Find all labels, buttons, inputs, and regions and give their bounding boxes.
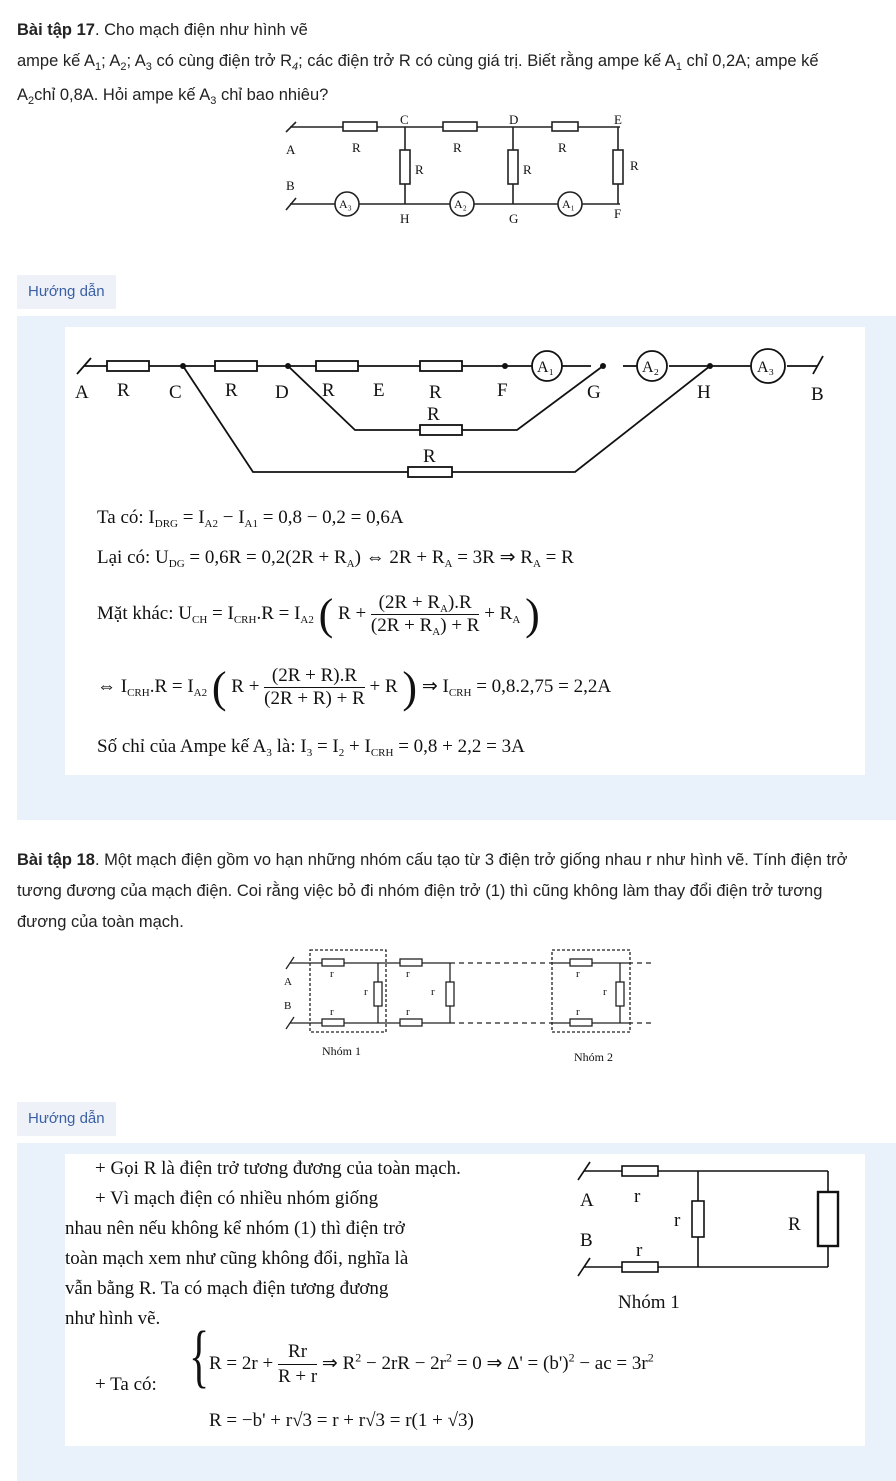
svg-text:F: F (614, 206, 622, 221)
ex18-guide-label: Hướng dẫn (17, 1102, 116, 1136)
ex18-title: Bài tập 18 (17, 851, 95, 869)
svg-text:A: A (284, 976, 292, 988)
ex18-line3: đương của toàn mạch. (17, 913, 184, 931)
ex17-title: Bài tập 17 (17, 21, 95, 39)
svg-text:H: H (400, 211, 410, 226)
svg-text:r: r (364, 986, 368, 998)
svg-text:A₁: A₁ (537, 359, 555, 376)
svg-text:A: A (286, 142, 296, 157)
ex18-sol-eq1: R = 2r + $\frac{Rr}{R + r}$ ⇒ $R^2 - 2rR - 2r^2 = 0$ ⇒ $\Delta' = (b')^2$ − ac = $3r^2$ (209, 1341, 654, 1387)
svg-text:A₃: A₃ (757, 359, 775, 376)
svg-text:R: R (352, 140, 361, 155)
ex18-sol-brace: { (189, 1318, 210, 1395)
ex17-solution-panel (17, 316, 896, 820)
svg-text:G: G (509, 211, 519, 226)
ex17-redrawn-circuit (65, 332, 865, 482)
svg-text:r: r (330, 968, 334, 980)
ex17-guide-label: Hướng dẫn (17, 275, 116, 309)
ex18-line2: tương đương của mạch điện. Coi rằng việc bỏ đi nhóm điện trở (1) thì cũng không làm thay đổi điện trở tương (17, 882, 823, 900)
svg-text:r: r (636, 1240, 643, 1261)
svg-text:R: R (427, 404, 440, 425)
svg-text:r: r (330, 1006, 334, 1018)
svg-text:R: R (117, 380, 130, 401)
svg-text:r: r (603, 986, 607, 998)
svg-text:R: R (415, 162, 424, 177)
svg-text:R: R (423, 446, 436, 467)
ex18-solution-panel (17, 1143, 896, 1481)
ex17-line2: ampe kế $A_1$; $A_2$; $A_3$ có cùng điện trở $R_4$; các điện trở R có cùng giá trị. Biết rằng ampe kế $A_1$ chỉ 0,2A; ampe kế (17, 52, 819, 73)
svg-text:F: F (497, 380, 508, 401)
svg-text:C: C (400, 112, 409, 127)
svg-text:r: r (576, 1006, 580, 1018)
svg-text:R: R (453, 140, 462, 155)
ex17-line1: Bài tập 17. Cho mạch điện như hình vẽ (17, 21, 308, 39)
svg-text:r: r (406, 968, 410, 980)
ex18-sol-text3: nhau nên nếu không kể nhóm (1) thì điện trở (65, 1218, 405, 1239)
svg-text:G: G (587, 382, 601, 403)
ex17-solution-line1: Ta có: $I_{DRG} = I_{A2} - I_{A1} = 0,8 - 0,2 = 0,6A$ (97, 507, 404, 530)
svg-text:C: C (169, 382, 182, 403)
ex17-line3: $A_2chỉ$ 0,8A. Hỏi ampe kế $A_3$ chỉ bao nhiêu? (17, 86, 329, 107)
svg-text:r: r (576, 968, 580, 980)
ex18-sol-text6: như hình vẽ. (65, 1308, 161, 1329)
ex18-sol-eq2: R = −b' + r√3 = r + r√3 = r(1 + √3) (209, 1410, 474, 1431)
svg-text:R: R (630, 158, 639, 173)
ex18-sol-text5: vẫn bằng R. Ta có mạch điện tương đương (65, 1278, 389, 1299)
svg-text:r: r (406, 1006, 410, 1018)
svg-text:A₂: A₂ (454, 197, 467, 211)
svg-text:D: D (509, 112, 519, 127)
svg-text:R: R (788, 1214, 801, 1235)
svg-text:Nhóm 1: Nhóm 1 (322, 1044, 361, 1058)
ex17-solution-line4: ⇔ $I_{CRH}.R = I_{A2}$ ( R + $\frac{(2R + R).R}{(2R + R) + R}$ + R ) ⇒ $I_{CRH} = 0,8.2,75 = 2,2A$ (97, 663, 612, 712)
ex18-line1: Bài tập 18. Một mạch điện gồm vo hạn những nhóm cấu tạo từ 3 điện trở giống nhau r như hình vẽ. Tính điện trở (17, 851, 848, 869)
svg-text:R: R (558, 140, 567, 155)
svg-text:A₂: A₂ (642, 359, 660, 376)
ex18-circuit-figure (280, 945, 660, 1070)
svg-text:B: B (284, 1000, 292, 1012)
ex18-sol-text1: + Gọi R là điện trở tương đương của toàn mạch. (95, 1158, 461, 1179)
ex17-solution-line3: Mặt khác: $U_{CH} = I_{CRH}.R = I_{A2}$ ( R + $\frac{(2R + R_A).R}{(2R + R_A) + R}$ + $R_A$ ) (97, 590, 540, 639)
svg-text:H: H (697, 382, 711, 403)
svg-text:Nhóm 1: Nhóm 1 (618, 1292, 680, 1313)
ex17-solution-box (65, 327, 865, 775)
svg-text:B: B (811, 384, 824, 405)
svg-text:B: B (580, 1230, 593, 1251)
ex17-circuit-figure (280, 110, 650, 230)
ex18-sol-tacó: + Ta có: (95, 1374, 157, 1395)
svg-text:R: R (429, 382, 442, 403)
svg-text:A₃: A₃ (339, 197, 352, 211)
svg-text:B: B (286, 178, 295, 193)
svg-text:r: r (634, 1186, 641, 1207)
svg-text:Nhóm 2: Nhóm 2 (574, 1050, 613, 1064)
svg-text:r: r (431, 986, 435, 998)
svg-text:R: R (523, 162, 532, 177)
svg-text:D: D (275, 382, 289, 403)
svg-text:E: E (373, 380, 385, 401)
ex18-solution-box (65, 1154, 865, 1446)
ex18-sol-text4: toàn mạch xem như cũng không đổi, nghĩa là (65, 1248, 409, 1269)
svg-text:R: R (322, 380, 335, 401)
svg-text:r: r (674, 1210, 681, 1231)
svg-text:A: A (580, 1190, 594, 1211)
ex17-solution-line5: Số chỉ của Ampe kế $A_3$ là: $I_3 = I_2 + I_{CRH} = 0,8 + 2,2 = 3A$ (97, 736, 525, 759)
svg-text:R: R (225, 380, 238, 401)
ex18-equivalent-circuit (570, 1154, 855, 1319)
svg-text:A: A (75, 382, 89, 403)
svg-text:A₁: A₁ (562, 197, 575, 211)
ex17-solution-line2: Lại có: $U_{DG} = 0,6R = 0,2(2R + R_A)$ ⇔ $2R + R_A = 3R$ ⇒ $R_A = R$ (97, 547, 574, 570)
ex18-sol-text2: + Vì mạch điện có nhiều nhóm giống (95, 1188, 379, 1209)
svg-text:E: E (614, 112, 622, 127)
